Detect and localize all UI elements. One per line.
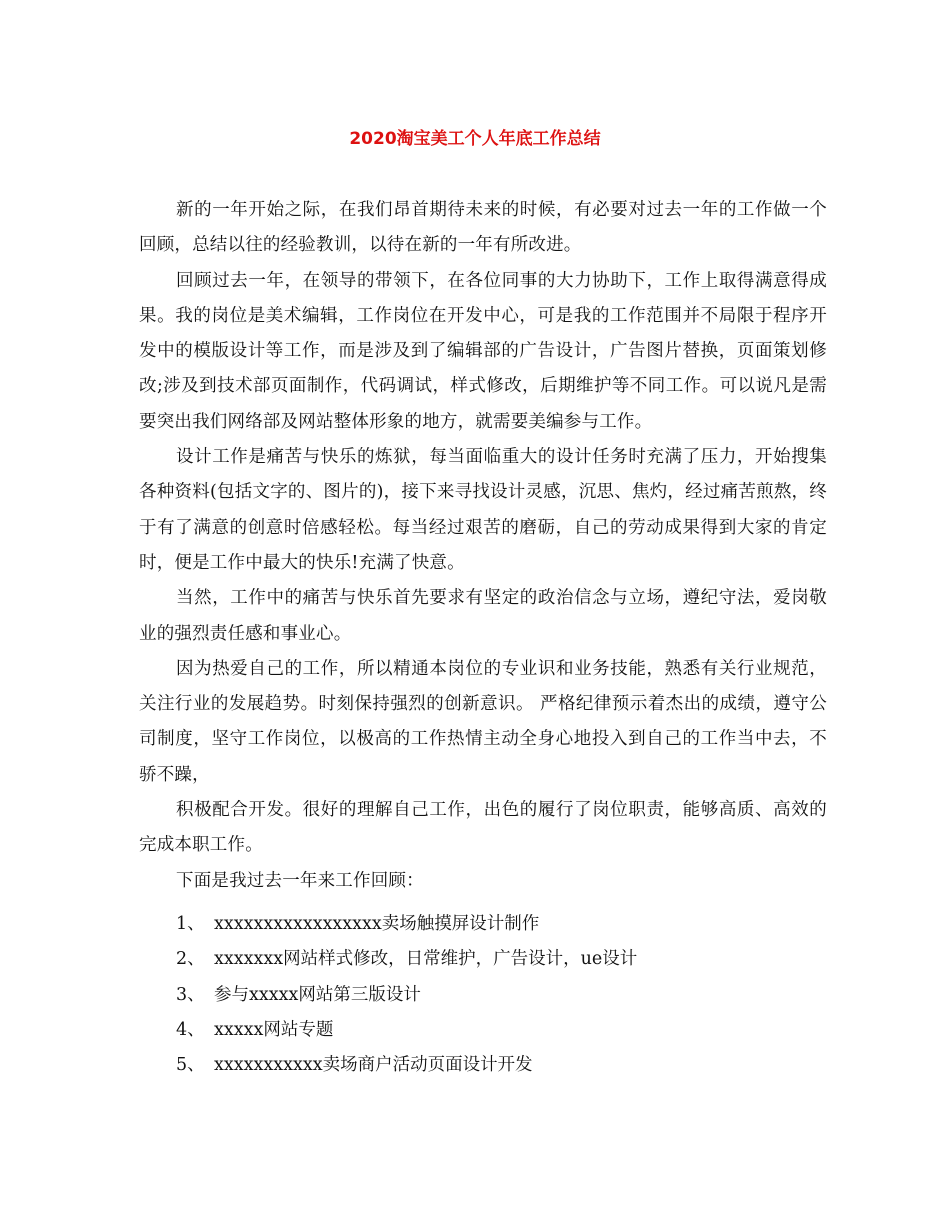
list-item-number: 1、 xyxy=(176,914,205,934)
paragraph-list-intro: 下面是我过去一年来工作回顾： xyxy=(176,870,424,891)
list-item-number: 2、 xyxy=(176,949,205,970)
list-item-number: 4、 xyxy=(176,1019,205,1040)
list-item-number: 3、 xyxy=(176,984,205,1005)
list-item-text: xxxxx网站专题 xyxy=(214,1019,334,1040)
document-body xyxy=(139,193,827,899)
list-item xyxy=(176,1048,816,1083)
list-item xyxy=(176,978,816,1013)
list-item-text: xxxxxxxxxxxxxxxxx卖场触摸屏设计制作 xyxy=(214,914,540,934)
work-review-list xyxy=(176,907,816,1083)
list-item-number: 5、 xyxy=(176,1055,205,1076)
list-item xyxy=(176,907,816,942)
paragraph-attitude: 当然，工作中的痛苦与快乐首先要求有坚定的政治信念与立场，遵纪守法，爱岗敬业的强烈责任感和事业心。 xyxy=(139,588,827,644)
list-item-text: xxxxxxxxxxx卖场商户活动页面设计开发 xyxy=(214,1055,533,1076)
paragraph-cooperation: 积极配合开发。很好的理解自己工作，出色的履行了岗位职责，能够高质、高效的完成本职工作。 xyxy=(139,800,827,856)
document-title: 2020淘宝美工个人年底工作总结 xyxy=(349,129,601,149)
list-item-text: xxxxxxx网站样式修改，日常维护，广告设计，ue设计 xyxy=(214,949,638,970)
paragraph-design-work: 设计工作是痛苦与快乐的炼狱，每当面临重大的设计任务时充满了压力，开始搜集各种资料(包括文字的、图片的)，接下来寻找设计灵感，沉思、焦灼，经过痛苦煎熬，终于有了满意的创意时倍感轻松。每当经过艰苦的磨砺，自己的劳动成果得到大家的肯定时，便是工作中最大的快乐!充满了快意。 xyxy=(139,447,827,573)
list-item xyxy=(176,942,816,977)
paragraph-skills: 因为热爱自己的工作，所以精通本岗位的专业识和业务技能，熟悉有关行业规范，关注行业的发展趋势。时刻保持强烈的创新意识。 严格纪律预示着杰出的成绩，遵守公司制度，坚守工作岗位，以极高的工作热情主动全身心地投入到自己的工作当中去，不骄不躁， xyxy=(139,658,827,785)
paragraph-intro: 新的一年开始之际，在我们昂首期待未来的时候，有必要对过去一年的工作做一个回顾，总结以往的经验教训，以待在新的一年有所改进。 xyxy=(139,200,827,256)
paragraph-review: 回顾过去一年，在领导的带领下，在各位同事的大力协助下，工作上取得满意得成果。我的岗位是美术编辑，工作岗位在开发中心，可是我的工作范围并不局限于程序开发中的模版设计等工作，而是涉及到了编辑部的广告设计，广告图片替换，页面策划修改;涉及到技术部页面制作，代码调试，样式修改，后期维护等不同工作。可以说凡是需要突出我们网络部及网站整体形象的地方，就需要美编参与工作。 xyxy=(139,270,827,432)
list-item-text: 参与xxxxx网站第三版设计 xyxy=(214,984,421,1005)
list-item xyxy=(176,1013,816,1048)
